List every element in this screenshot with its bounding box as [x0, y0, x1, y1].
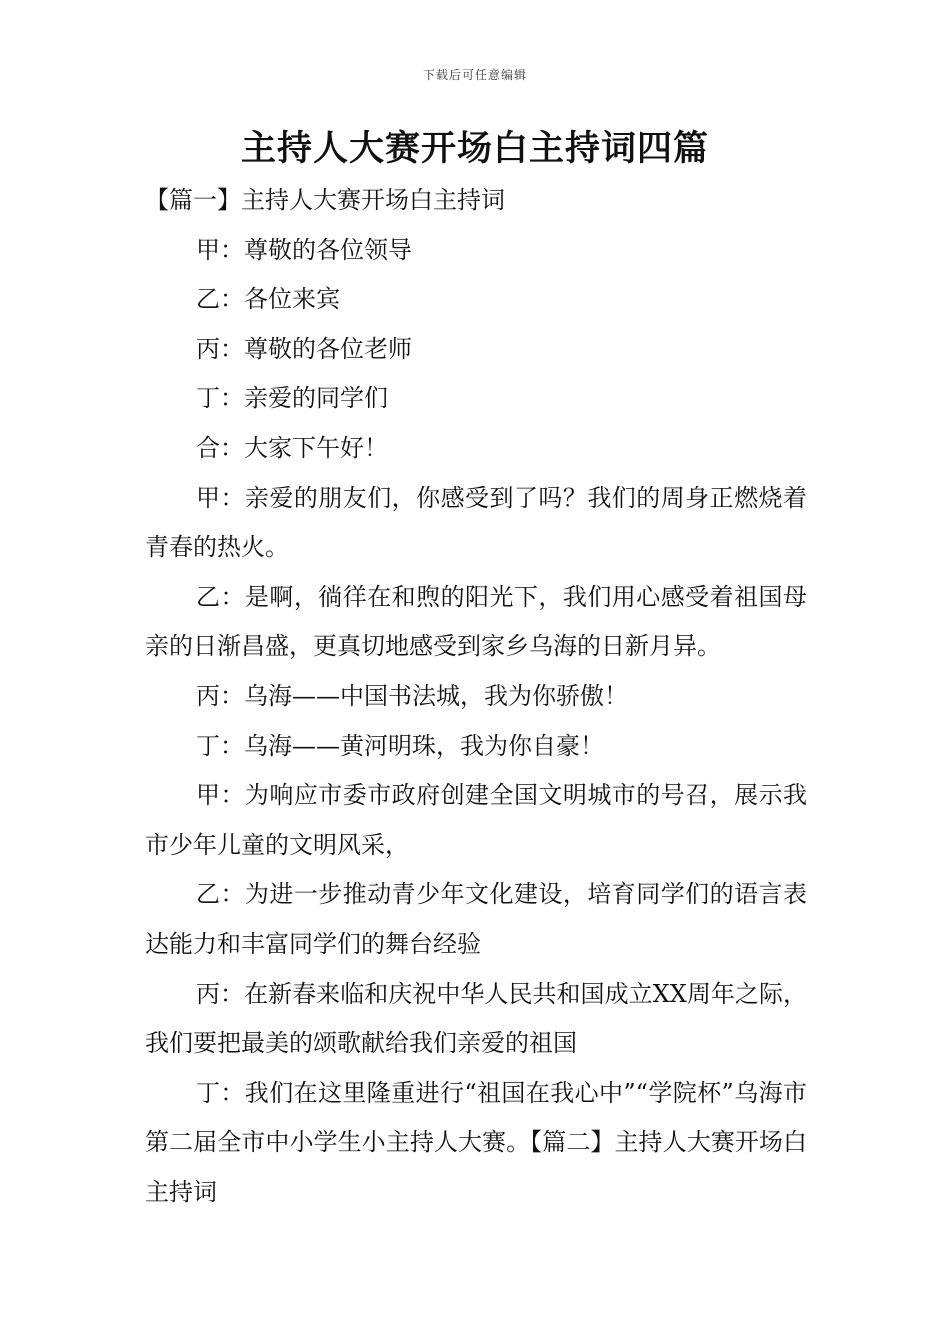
- page-header-note: 下载后可任意编辑: [422, 68, 527, 82]
- paragraph: 乙：各位来宾: [196, 285, 340, 314]
- document-title: 主持人大赛开场白主持词四篇: [240, 129, 709, 169]
- paragraph: 乙：是啊，徜徉在和煦的阳光下，我们用心感受着祖国母亲的日渐昌盛，更真切地感受到家乡乌海的日新月异。: [145, 582, 807, 661]
- paragraph: 丙：乌海——中国书法城，我为你骄傲！: [196, 681, 628, 710]
- paragraph: 合：大家下午好！: [196, 433, 388, 462]
- paragraph: 甲：亲爱的朋友们，你感受到了吗？我们的周身正燃烧着青春的热火。: [145, 483, 807, 562]
- paragraph: 丙：尊敬的各位老师: [196, 334, 412, 363]
- paragraph: 丁：亲爱的同学们: [196, 384, 388, 413]
- paragraph: 乙：为进一步推动青少年文化建设，培育同学们的语言表达能力和丰富同学们的舞台经验: [145, 880, 807, 958]
- paragraph: 丁：我们在这里隆重进行“祖国在我心中”“学院杯”乌海市第二届全市中小学生小主持人大赛。【篇二】主持人大赛开场白主持词: [145, 1078, 807, 1206]
- paragraph: 甲：为响应市委市政府创建全国文明城市的号召，展示我市少年儿童的文明风采，: [145, 781, 807, 859]
- paragraph: 丁：乌海——黄河明珠，我为你自豪！: [196, 731, 604, 760]
- paragraph: 甲：尊敬的各位领导: [196, 235, 412, 264]
- section-heading-1: 【篇一】主持人大赛开场白主持词: [145, 186, 505, 214]
- document-body: [145, 176, 807, 1217]
- paragraph: 丙：在新春来临和庆祝中华人民共和国成立XX周年之际，我们要把最美的颂歌献给我们亲爱的祖国: [145, 979, 807, 1058]
